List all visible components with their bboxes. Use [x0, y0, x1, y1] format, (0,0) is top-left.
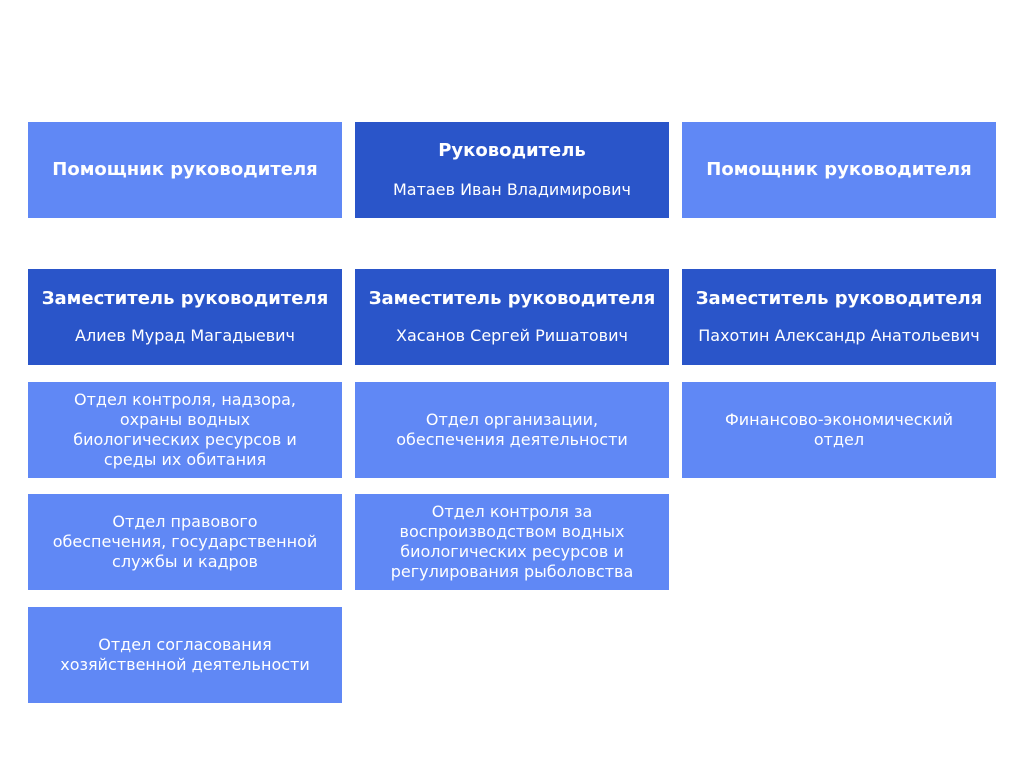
department-box-control-supervision — [28, 382, 342, 478]
department-box-economic-approval — [28, 607, 342, 703]
head-name: Матаев Иван Владимирович — [392, 180, 631, 199]
department-line: обеспечения, государственной — [52, 532, 318, 551]
department-line: воспроизводством водных — [399, 522, 625, 541]
department-line: Отдел согласования — [98, 635, 272, 654]
deputy-2-title: Заместитель руководителя — [368, 288, 656, 309]
deputy-3-title: Заместитель руководителя — [695, 288, 983, 309]
department-line: биологических ресурсов и — [73, 430, 297, 449]
department-box-finance — [682, 382, 996, 478]
department-line: Отдел контроля, надзора, — [73, 390, 296, 409]
department-line: Финансово-экономический — [725, 410, 953, 429]
deputy-3-name: Пахотин Александр Анатольевич — [698, 326, 980, 345]
assistant-left-title: Помощник руководителя — [52, 159, 318, 180]
department-line: хозяйственной деятельности — [60, 655, 310, 674]
deputy-box-3 — [682, 269, 996, 365]
department-line: службы и кадров — [112, 552, 258, 571]
department-line: Отдел контроля за — [431, 502, 593, 521]
assistant-left-box — [28, 122, 342, 218]
assistant-right-title: Помощник руководителя — [706, 159, 972, 180]
department-box-organization — [355, 382, 669, 478]
department-line: биологических ресурсов и — [400, 542, 624, 561]
deputy-box-2 — [355, 269, 669, 365]
department-line: Отдел организации, — [425, 410, 599, 429]
department-line: обеспечения деятельности — [396, 430, 628, 449]
department-line: охраны водных — [119, 410, 251, 429]
department-line: регулирования рыболовства — [390, 562, 634, 581]
head-box — [355, 122, 669, 218]
deputy-1-name: Алиев Мурад Магадыевич — [75, 326, 295, 345]
department-line: отдел — [813, 430, 865, 449]
department-line: среды их обитания — [103, 450, 267, 469]
deputy-box-1 — [28, 269, 342, 365]
department-box-reproduction-control — [355, 494, 669, 590]
department-box-legal — [28, 494, 342, 590]
department-line: Отдел правового — [112, 512, 258, 531]
assistant-right-box — [682, 122, 996, 218]
deputy-1-title: Заместитель руководителя — [41, 288, 329, 309]
deputy-2-name: Хасанов Сергей Ришатович — [396, 326, 628, 345]
head-title: Руководитель — [438, 140, 586, 161]
